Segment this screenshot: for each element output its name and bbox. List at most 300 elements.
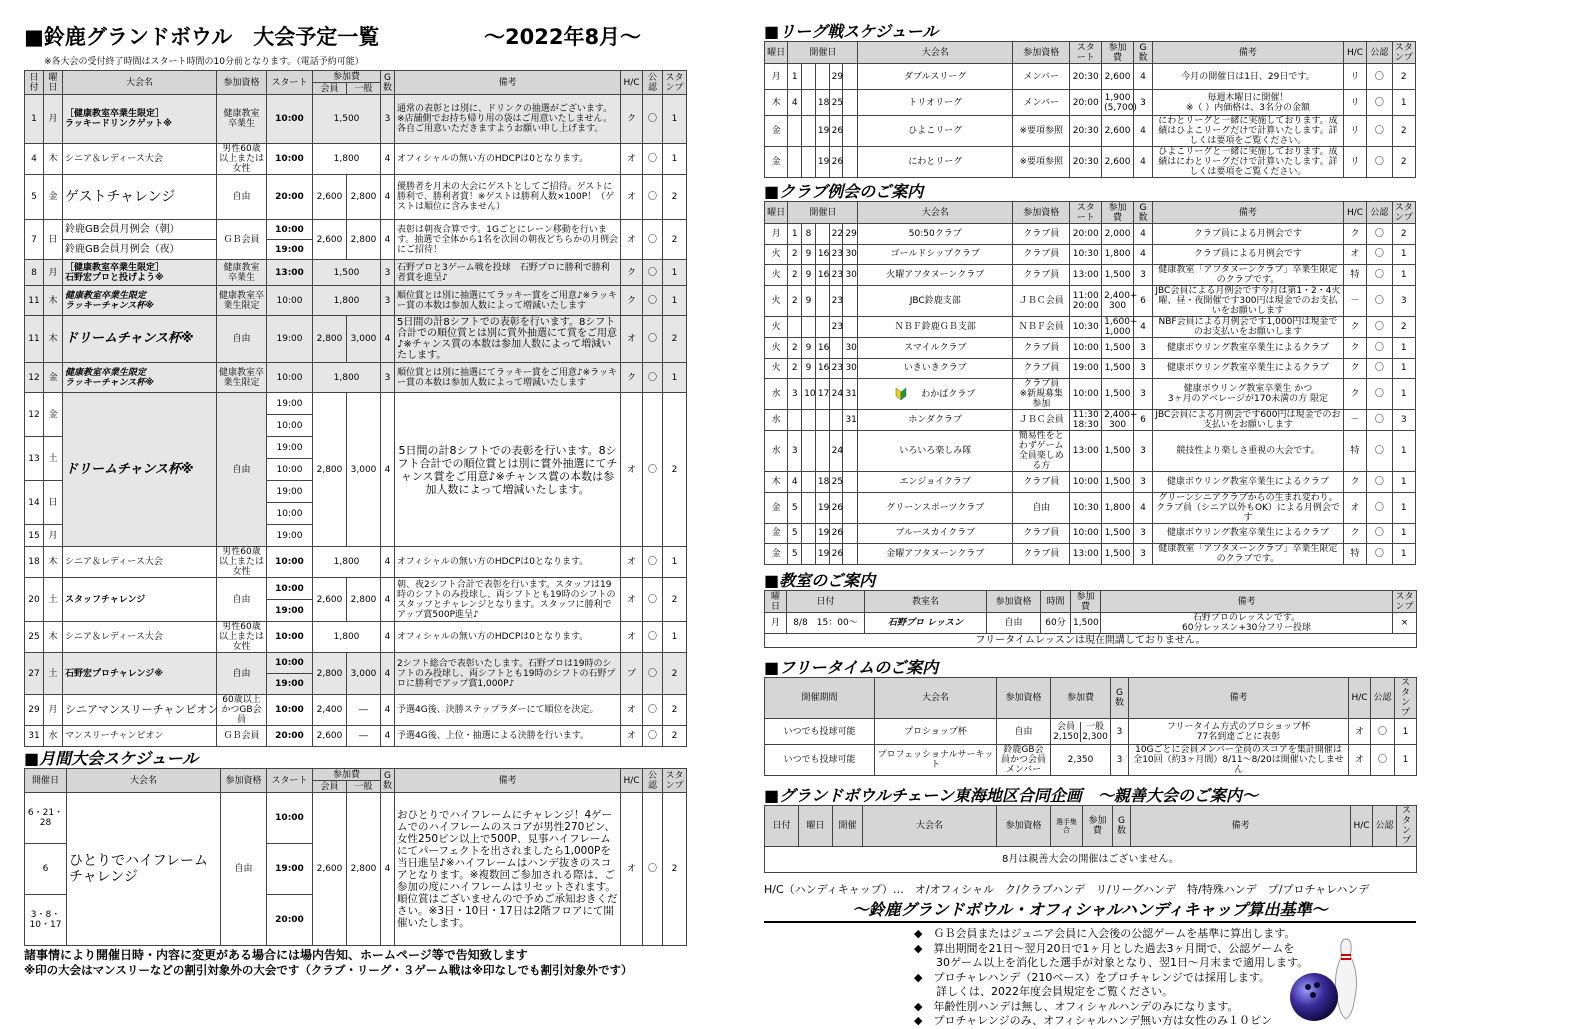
cell-time: 60分 bbox=[1041, 613, 1071, 634]
col-fee: 参加費 bbox=[313, 71, 381, 83]
col-start: スタート bbox=[267, 769, 313, 793]
cell-hc: リ bbox=[1343, 64, 1366, 90]
col-official: 公認 bbox=[1371, 678, 1395, 719]
cell-date bbox=[815, 64, 829, 90]
cell-remarks: フリータイム方式のプロショップ杯 77名到達ごとに表彰 bbox=[1129, 719, 1349, 745]
hc-bullet: ◆ 年齢性別ハンデは無し、オフィシャルハンデのみになります。 bbox=[914, 999, 1239, 1013]
cell-date bbox=[843, 90, 858, 116]
cell-g: 4 bbox=[381, 695, 395, 726]
col-name: 大会名 bbox=[875, 678, 997, 719]
cell-fee: 1,800 bbox=[313, 622, 381, 653]
cell-hc: ク bbox=[1343, 379, 1366, 410]
cell-stamp: 1 bbox=[1392, 492, 1415, 523]
cell-remarks: 健康教室「アフタヌーンクラブ」卒業生限定のクラブです。 bbox=[1153, 265, 1344, 286]
table-row bbox=[765, 224, 1416, 245]
footer-discount-note: ※印の大会はマンスリーなどの割引対象外の大会です（クラブ・リーグ・３ゲーム戦は※印なしでも割引対象外です） bbox=[24, 963, 633, 977]
cell-general-fee: 3,000 bbox=[347, 653, 381, 695]
cell-date: 18 bbox=[815, 90, 829, 116]
cell-qual: 健康教室卒業生限定 bbox=[217, 286, 267, 316]
cell-name: 石野宏プロチャレンジ※ bbox=[63, 653, 217, 695]
cell-remarks: オフィシャルの無い方のHDCPは0となります。 bbox=[395, 144, 621, 175]
cell-day: 12 bbox=[25, 393, 44, 437]
cell-fee: 1,900 (5,700) bbox=[1102, 90, 1134, 116]
cell-fee: 1,500 bbox=[1102, 472, 1134, 493]
cell-hc: リ bbox=[1343, 90, 1366, 116]
cell-remarks: おひとりでハイフレームにチャレンジ！4ゲームでのハイフレームのスコアが男性270ピン、女性250ピン以上で500P、見事ハイフレームにてパーフェクトを出されましたら1,000Pを当日進呈♪※ハイフレームはハンデ抜きのスコアとなります。※複数回ご参加される際は、ご参加の度にハイフレームはリセットされます。順位賞はございませんので予めご承知おきください。※3日・10日・17日は2階フロアにて開催いたします。 bbox=[395, 793, 621, 946]
cell-date: 1 bbox=[788, 64, 802, 90]
wakaba-mark-icon bbox=[895, 390, 921, 400]
col-hc: H/C bbox=[1349, 678, 1371, 719]
cell-qual: 健康教室 卒業生 bbox=[217, 95, 267, 144]
cell-start: 20:30 bbox=[1070, 64, 1102, 90]
cell-day: 11 bbox=[25, 316, 44, 363]
cell-date: 9 bbox=[802, 286, 816, 317]
table-row bbox=[765, 523, 1416, 544]
cell-remarks: 5日間の計8シフトでの表彰を行います。8シフト合計での順位賞とは別に賞外抽選にて賞をご用意♪※チャンス賞の本数は参加人数によって増減いたします。 bbox=[395, 316, 621, 363]
col-remarks: 備考 bbox=[395, 71, 621, 95]
cell-g: 3 bbox=[1111, 719, 1129, 745]
cell-date bbox=[802, 410, 816, 431]
cell-hc: ク bbox=[1343, 358, 1366, 379]
cell-remarks: 健康ボウリング教室卒業生 かつ 3ヶ月のアベレージが170未満の方 限定 bbox=[1153, 379, 1344, 410]
cell-weekday: 月 bbox=[44, 95, 63, 144]
cell-hc: － bbox=[1343, 410, 1366, 431]
cell-start: 10:00 bbox=[1070, 472, 1102, 493]
cell-start: 19:00 bbox=[267, 240, 313, 260]
cell-qual: ＪＢＣ会員 bbox=[1013, 286, 1070, 317]
col-official: 公認 bbox=[1367, 202, 1392, 224]
cell-g: 4 bbox=[1133, 317, 1152, 338]
cell-name: ホンダクラブ bbox=[858, 410, 1013, 431]
cell-date: 16 bbox=[815, 358, 829, 379]
col-official: 公認 bbox=[1367, 42, 1392, 64]
cell-stamp: 1 bbox=[1392, 90, 1415, 116]
left-column bbox=[24, 0, 686, 978]
cell-date bbox=[843, 147, 858, 178]
table-row bbox=[765, 472, 1416, 493]
cell-weekday: 月 bbox=[44, 695, 63, 726]
table-row bbox=[25, 653, 687, 674]
chain-note: 8月は親善大会の開催はございません。 bbox=[765, 847, 1417, 873]
cell-qual: クラブ員 bbox=[1013, 472, 1070, 493]
cell-remarks: 健康ボウリング教室卒業生によるクラブ bbox=[1153, 358, 1344, 379]
cell-date: 2 bbox=[788, 286, 802, 317]
cell-hc: オ bbox=[1343, 492, 1366, 523]
cell-weekday: 金 bbox=[44, 175, 63, 220]
cell-stamp: 1 bbox=[1392, 358, 1415, 379]
cell-date bbox=[843, 492, 858, 523]
cell-remarks: 競技性より楽しさ重視の大会です。 bbox=[1153, 431, 1344, 472]
cell-stamp: 2 bbox=[663, 653, 687, 695]
cell-qual: メンバー bbox=[1013, 64, 1070, 90]
cell-official: 〇 bbox=[1371, 745, 1395, 776]
cell-name: いろいろ楽しみ隊 bbox=[858, 431, 1013, 472]
cell-date bbox=[815, 286, 829, 317]
cell-official: 〇 bbox=[643, 363, 663, 393]
cell-qual: メンバー bbox=[1013, 90, 1070, 116]
col-official: 公認 bbox=[643, 769, 663, 793]
cell-date: 22 bbox=[829, 224, 843, 245]
cell-g: 3 bbox=[1133, 358, 1152, 379]
cell-official: 〇 bbox=[1367, 286, 1392, 317]
bowling-ball-pin-icon bbox=[1288, 935, 1368, 1025]
cell-g: 3 bbox=[1133, 431, 1152, 472]
cell-stamp: 1 bbox=[663, 286, 687, 316]
cell-start: 19:00 bbox=[1070, 358, 1102, 379]
cell-date bbox=[788, 116, 802, 147]
cell-name: シニア＆レディース大会 bbox=[63, 144, 217, 175]
cell-day: 25 bbox=[25, 622, 44, 653]
cell-date: 9 bbox=[802, 265, 816, 286]
cell-start: 11:00 20:00 bbox=[1070, 286, 1102, 317]
col-general: 一般 bbox=[347, 83, 381, 95]
cell-qual: クラブ員 bbox=[1013, 265, 1070, 286]
cell-name: グリーンスポーツクラブ bbox=[858, 492, 1013, 523]
cell-name: ドリームチャンス杯※ bbox=[63, 316, 217, 363]
table-row bbox=[765, 317, 1416, 338]
cell-weekday: 木 bbox=[44, 286, 63, 316]
col-date: 日付 bbox=[765, 806, 799, 847]
cell-date: 2 bbox=[788, 265, 802, 286]
cell-day: 29 bbox=[25, 695, 44, 726]
col-dates: 開催日 bbox=[788, 42, 858, 64]
col-g: G数 bbox=[381, 769, 395, 793]
cell-date: 9 bbox=[802, 338, 816, 359]
chain-section-title: ■グランドボウルチェーン東海地区合同企画 ～親善大会のご案内～ bbox=[764, 786, 1258, 805]
cell-g: 3 bbox=[1133, 472, 1152, 493]
col-fee: 参加費 bbox=[1102, 42, 1134, 64]
col-date: 開催日 bbox=[25, 769, 67, 793]
table-row bbox=[25, 95, 687, 144]
cell-name: ［健康教室卒業生限定］ ラッキードリンクゲット※ bbox=[63, 95, 217, 144]
table-row bbox=[765, 544, 1416, 565]
table-row bbox=[25, 363, 687, 393]
cell-name: シニアマンスリーチャンピオン bbox=[63, 695, 217, 726]
cell-remarks: にわとリーグと一緒に実施しております。成績はひよこリーグだけで計算いたします。詳しくは要項をご覧ください。 bbox=[1153, 116, 1344, 147]
cell-stamp: 2 bbox=[663, 578, 687, 622]
cell-stamp: 3 bbox=[1392, 410, 1415, 431]
cell-qual: 自由 bbox=[217, 653, 267, 695]
cell-stamp: 1 bbox=[1392, 338, 1415, 359]
cell-hc: オ bbox=[621, 220, 643, 260]
cell-qual: 自由 bbox=[217, 578, 267, 622]
cell-date: 3 bbox=[788, 431, 802, 472]
table-row bbox=[765, 745, 1417, 776]
cell-stamp: 2 bbox=[663, 793, 687, 946]
cell-stamp: 2 bbox=[1392, 224, 1415, 245]
cell-remarks: 健康ボウリング教室卒業生によるクラブ bbox=[1153, 338, 1344, 359]
cell-hc: オ bbox=[621, 695, 643, 726]
cell-date bbox=[829, 410, 843, 431]
cell-date: 30 bbox=[843, 358, 858, 379]
col-hc: H/C bbox=[621, 71, 643, 95]
col-weekday: 曜日 bbox=[765, 202, 788, 224]
cell-remarks: クラブ員による月例会です bbox=[1153, 224, 1344, 245]
cell-start: 19:00 bbox=[267, 437, 313, 459]
cell-name: ゴールドシップクラブ bbox=[858, 244, 1013, 265]
cell-name: ひよこリーグ bbox=[858, 116, 1013, 147]
cell-start: 20:30 bbox=[1070, 147, 1102, 178]
cell-fee: 1,800 bbox=[313, 144, 381, 175]
cell-name: 50:50クラブ bbox=[858, 224, 1013, 245]
cell-date: 23 bbox=[829, 265, 843, 286]
cell-start: 10:00 bbox=[267, 578, 313, 600]
cell-g: 3 bbox=[1133, 265, 1152, 286]
cell-start: 11:30 18:30 bbox=[1070, 410, 1102, 431]
cell-remarks: 10Gごとに会員メンバー全員のスコアを集計開催は全10回（約3ヶ月間）8/11～8/20は開催いたしません bbox=[1129, 745, 1349, 776]
cell-date bbox=[802, 64, 816, 90]
col-remarks: 備考 bbox=[1131, 806, 1351, 847]
cell-name: いきいきクラブ bbox=[858, 358, 1013, 379]
cell-fee: 1,500 bbox=[1102, 379, 1134, 410]
cell-date bbox=[843, 116, 858, 147]
cell-fee: 2,400+ 300 bbox=[1102, 286, 1134, 317]
cell-official: 〇 bbox=[1367, 64, 1392, 90]
cell-start: 10:00 bbox=[267, 653, 313, 674]
cell-start: 20:00 bbox=[1070, 224, 1102, 245]
cell-general-fee: 3,000 bbox=[347, 316, 381, 363]
cell-g: 3 bbox=[381, 260, 395, 286]
cell-hc: オ bbox=[621, 316, 643, 363]
table-row bbox=[765, 410, 1416, 431]
cell-date: 18 bbox=[815, 472, 829, 493]
table-row bbox=[765, 265, 1416, 286]
cell-start: 19:00 bbox=[267, 525, 313, 547]
col-fee: 参加費 bbox=[1071, 591, 1101, 613]
cell-g: 4 bbox=[381, 578, 395, 622]
cell-fee: 1,600+ 1,000 bbox=[1102, 317, 1134, 338]
col-time: 時間 bbox=[1041, 591, 1071, 613]
cell-weekday: 月 bbox=[765, 224, 788, 245]
cell-official: 〇 bbox=[1367, 544, 1392, 565]
cell-member-fee: 2,600 bbox=[313, 220, 347, 260]
cell-qual: クラブ員 bbox=[1013, 244, 1070, 265]
cell-start: 19:00 bbox=[267, 844, 313, 895]
cell-weekday: 木 bbox=[765, 472, 788, 493]
cell-weekday: 土 bbox=[44, 437, 63, 481]
cell-date: 2 bbox=[788, 358, 802, 379]
cell-member-fee: 2,800 bbox=[313, 393, 347, 547]
cell-date: 19 bbox=[815, 116, 829, 147]
cell-member-fee: 2,800 bbox=[313, 653, 347, 695]
cell-official: 〇 bbox=[1367, 431, 1392, 472]
cell-stamp: 1 bbox=[1392, 523, 1415, 544]
cell-weekday: 水 bbox=[765, 410, 788, 431]
cell-fee: 1,500 bbox=[313, 260, 381, 286]
cell-qual: ＧＢ会員 bbox=[217, 220, 267, 260]
cell-remarks: JBC会員による月例会です600円は現金でのお支払いをお願いします bbox=[1153, 410, 1344, 431]
cell-date: 25 bbox=[829, 90, 843, 116]
cell-start: 20:30 bbox=[1070, 116, 1102, 147]
cell-date: 23 bbox=[829, 286, 843, 317]
col-fee: 参加費 bbox=[313, 769, 381, 781]
cell-name: わかばクラブ bbox=[858, 379, 1013, 410]
cell-fee: 1,500 bbox=[313, 95, 381, 144]
cell-day: 7 bbox=[25, 220, 44, 260]
col-qual: 参加資格 bbox=[987, 591, 1041, 613]
cell-start: 10:30 bbox=[1070, 492, 1102, 523]
cell-official: 〇 bbox=[643, 726, 663, 747]
cell-g: 6 bbox=[1133, 286, 1152, 317]
cell-weekday: 月 bbox=[765, 64, 788, 90]
cell-fee: 1,500 bbox=[1102, 431, 1134, 472]
col-name: 教室名 bbox=[865, 591, 987, 613]
cell-general-fee: 2,800 bbox=[347, 175, 381, 220]
cell-start: 10:00 bbox=[267, 622, 313, 653]
col-name: 大会名 bbox=[858, 42, 1013, 64]
hc-bullet: ◆ プロチャレハンデ（210ベース）をプロチャレンジでは採用します。 bbox=[914, 970, 1271, 984]
freetime-table bbox=[764, 677, 1417, 776]
cell-fee: 2,400+ 300 bbox=[1102, 410, 1134, 431]
cell-official: 〇 bbox=[1367, 472, 1392, 493]
cell-stamp: 1 bbox=[1392, 472, 1415, 493]
col-hc: H/C bbox=[1351, 806, 1373, 847]
cell-g: 3 bbox=[381, 363, 395, 393]
cell-start: 10:00 bbox=[267, 503, 313, 525]
hc-title: ～鈴鹿グランドボウル・オフィシャルハンディキャップ算出基準～ bbox=[764, 897, 1416, 923]
cell-date bbox=[843, 64, 858, 90]
cell-name: ブルースカイクラブ bbox=[858, 523, 1013, 544]
cell-g: 4 bbox=[381, 220, 395, 260]
cell-date bbox=[815, 317, 829, 338]
cell-name: 石野プロ レッスン bbox=[865, 613, 987, 634]
cell-hc: ク bbox=[621, 95, 643, 144]
cell-name: 健康教室卒業生限定 ラッキーチャンス杯※ bbox=[63, 363, 217, 393]
cell-weekday: 日 bbox=[44, 481, 63, 525]
cell-weekday: 土 bbox=[44, 653, 63, 695]
table-row bbox=[25, 286, 687, 316]
cell-g: 4 bbox=[1133, 116, 1152, 147]
cell-stamp: 1 bbox=[1395, 745, 1417, 776]
cell-start: 20:00 bbox=[267, 175, 313, 220]
cell-official: 〇 bbox=[1367, 147, 1392, 178]
lesson-table bbox=[764, 590, 1417, 648]
cell-hc: オ bbox=[621, 393, 643, 547]
table-row bbox=[765, 431, 1416, 472]
col-g: G数 bbox=[381, 71, 395, 95]
cell-g: 4 bbox=[381, 726, 395, 747]
cell-hc: ク bbox=[1343, 523, 1366, 544]
cell-remarks: オフィシャルの無い方のHDCPは0となります。 bbox=[395, 547, 621, 578]
cell-date bbox=[802, 523, 816, 544]
title-date: ～2022年8月～ bbox=[484, 25, 642, 49]
cell-hc: オ bbox=[621, 144, 643, 175]
table-row bbox=[25, 220, 687, 240]
cell-official: 〇 bbox=[1367, 492, 1392, 523]
cell-date: 19 bbox=[815, 147, 829, 178]
cell-official: 〇 bbox=[643, 393, 663, 547]
cell-fee: 2,600 bbox=[1102, 64, 1134, 90]
cell-qual: 自由 bbox=[217, 393, 267, 547]
cell-stamp: 1 bbox=[1392, 379, 1415, 410]
cell-weekday: 金 bbox=[765, 523, 788, 544]
cell-member-fee: 2,600 bbox=[313, 175, 347, 220]
cell-stamp: 1 bbox=[663, 547, 687, 578]
cell-weekday: 金 bbox=[765, 544, 788, 565]
cell-date bbox=[802, 472, 816, 493]
cell-qual: クラブ員 bbox=[1013, 523, 1070, 544]
cell-hc: リ bbox=[1343, 116, 1366, 147]
cell-official: 〇 bbox=[643, 578, 663, 622]
cell-general-fee: ― bbox=[347, 726, 381, 747]
cell-start: 10:30 bbox=[1070, 244, 1102, 265]
cell-fee: 2,350 bbox=[1051, 745, 1111, 776]
cell-g: 3 bbox=[1133, 338, 1152, 359]
cell-remarks: 予選4G後、決勝ステップラダーにて順位を決定。 bbox=[395, 695, 621, 726]
cell-start: 19:00 bbox=[267, 316, 313, 363]
cell-hc: ク bbox=[621, 286, 643, 316]
cell-date: 4 bbox=[788, 472, 802, 493]
cell-official: 〇 bbox=[1367, 244, 1392, 265]
cell-qual: 自由 bbox=[987, 613, 1041, 634]
table-row bbox=[25, 695, 687, 726]
cell-name: ゲストチャレンジ bbox=[63, 175, 217, 220]
cell-date: 9 bbox=[802, 358, 816, 379]
cell-remarks: 5日間の計8シフトでの表彰を行います。8シフト合計での順位賞とは別に賞外抽選にてチャンス賞をご用意♪※チャンス賞の本数は参加人数によって増減いたします。 bbox=[395, 393, 621, 547]
cell-date bbox=[843, 431, 858, 472]
col-qual: 参加資格 bbox=[221, 769, 267, 793]
cell-name: エンジョイクラブ bbox=[858, 472, 1013, 493]
cell-qual: 自由 bbox=[217, 175, 267, 220]
cell-date bbox=[843, 472, 858, 493]
col-fee: 参加費 bbox=[1051, 678, 1111, 719]
cell-name: スマイルクラブ bbox=[858, 338, 1013, 359]
cell-stamp: 1 bbox=[1392, 431, 1415, 472]
cell-member-fee: 2,800 bbox=[313, 316, 347, 363]
cell-official: 〇 bbox=[643, 695, 663, 726]
cell-date: 16 bbox=[815, 244, 829, 265]
cell-g: 3 bbox=[1133, 90, 1152, 116]
col-fee: 参加費 bbox=[1083, 806, 1113, 847]
cell-g: 4 bbox=[1133, 64, 1152, 90]
col-qual: 参加資格 bbox=[997, 678, 1051, 719]
cell-hc: 特 bbox=[1343, 431, 1366, 472]
hc-bullet: ◆ プロチャレンジのみ、オフィシャルハンデ無い方は女性のみ１０ピン bbox=[914, 1014, 1273, 1027]
cell-date bbox=[802, 147, 816, 178]
cell-qual: 簡易性をとわずゲーム全員楽しめる方 bbox=[1013, 431, 1070, 472]
hc-legend: H/C（ハンディキャップ）… オ/オフィシャル ク/クラブハンデ リ/リーグハンデ 特/特殊ハンデ プ/プロチャレハンデ bbox=[764, 883, 1370, 896]
cell-qual: ＪＢＣ会員 bbox=[1013, 410, 1070, 431]
cell-date: 10 bbox=[802, 379, 816, 410]
col-name: 大会名 bbox=[858, 202, 1013, 224]
cell-official: 〇 bbox=[1367, 379, 1392, 410]
cell-g: 4 bbox=[381, 622, 395, 653]
cell-date: 5 bbox=[788, 492, 802, 523]
cell-general-fee: 2,800 bbox=[347, 220, 381, 260]
reception-note: ※各大会の受付終了時間はスタート時間の10分前となります。（電話予約可能） bbox=[44, 57, 364, 67]
col-remarks: 備考 bbox=[1153, 42, 1344, 64]
cell-remarks: 予選4G後、上位・抽選による決勝を行います。 bbox=[395, 726, 621, 747]
cell-start: 10:00 bbox=[267, 459, 313, 481]
cell-start: 19:00 bbox=[267, 481, 313, 503]
cell-qual: 自由 bbox=[217, 316, 267, 363]
table-row bbox=[765, 634, 1417, 648]
col-weekday: 曜日 bbox=[765, 591, 787, 613]
cell-hc: オ bbox=[1349, 719, 1371, 745]
cell-date: 31 bbox=[843, 379, 858, 410]
cell-member-fee: 2,600 bbox=[313, 726, 347, 747]
cell-qual: ＧＢ会員 bbox=[217, 726, 267, 747]
col-stamp: スタンプ bbox=[1392, 42, 1415, 64]
cell-name: JBC鈴鹿支部 bbox=[858, 286, 1013, 317]
cell-hc: 特 bbox=[1343, 544, 1366, 565]
league-table bbox=[764, 41, 1416, 178]
cell-general-fee: 2,800 bbox=[347, 793, 381, 946]
col-stamp: スタンプ bbox=[1393, 591, 1417, 613]
cell-start: 10:00 bbox=[267, 363, 313, 393]
cell-date: 8/8 15：00～ bbox=[787, 613, 865, 634]
cell-weekday: 火 bbox=[765, 286, 788, 317]
